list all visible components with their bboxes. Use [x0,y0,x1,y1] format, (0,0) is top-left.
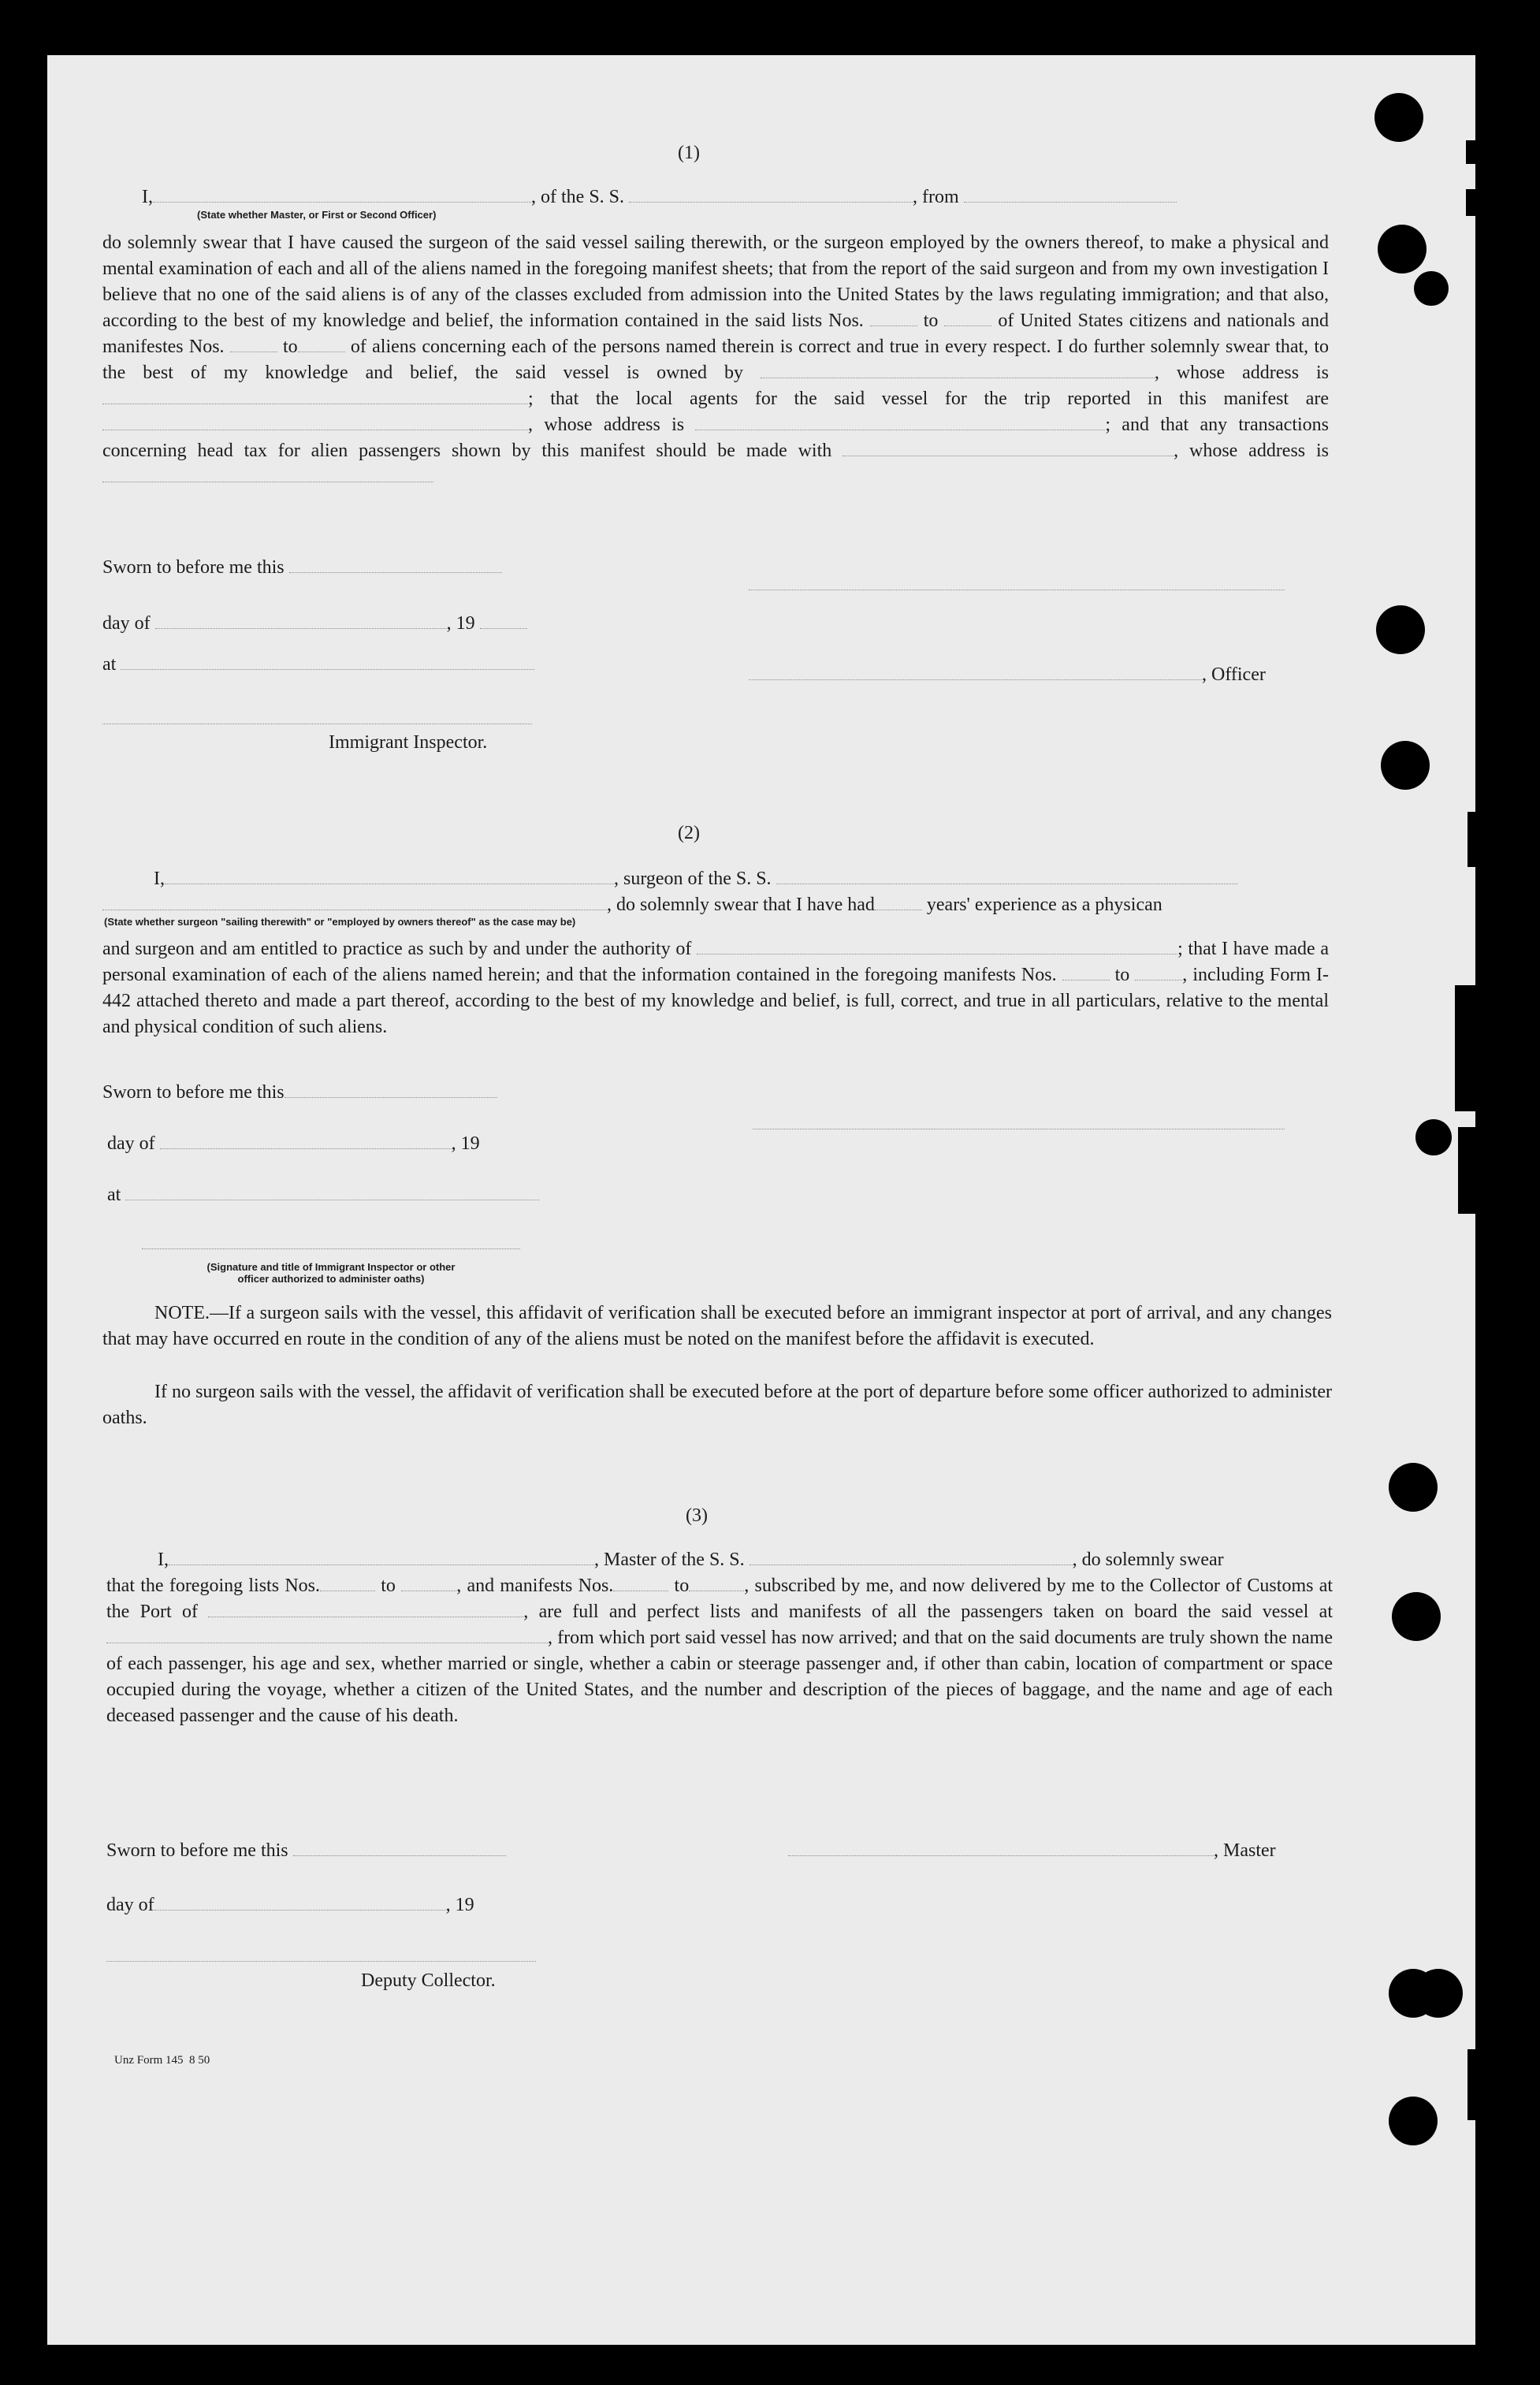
section-2-second-line [102,892,1162,918]
manifests-to-blank[interactable] [298,334,345,352]
punch-hole [1376,605,1425,654]
i-label: I, [158,1550,169,1570]
year-label: , 19 [451,1133,480,1154]
from-label: , from [913,187,959,207]
punch-hole [1389,1463,1438,1512]
whose-address-label-3: , whose address is [1174,441,1330,461]
punch-hole [1415,1119,1452,1155]
owner-blank[interactable] [761,360,1155,378]
officer-caption: (State whether Master, or First or Second Officer) [197,209,437,221]
sworn-line-2 [102,1080,497,1106]
day-of-line-3 [106,1892,474,1918]
years-label: years' experience as a physican [926,895,1162,915]
agents-blank[interactable] [102,412,528,430]
collector-label: Deputy Collector. [361,1970,496,1991]
master-of-label: , Master of the S. S. [594,1550,745,1570]
full-lists-text: , are full and perfect lists and manifests of all the passengers [523,1602,1043,1622]
edge-tear [1455,985,1477,1111]
sworn-date-blank[interactable] [293,1838,506,1856]
to-label-2: to [283,337,298,357]
at-blank[interactable] [125,1182,539,1200]
day-of-label: day of [106,1895,154,1915]
section-1-number: (1) [678,143,700,163]
day-of-blank[interactable] [154,1892,446,1911]
sworn-label: Sworn to before me this [106,1840,288,1861]
punch-hole [1414,1969,1463,2018]
surgeon-status-blank[interactable] [102,892,607,910]
officer-signature-blank[interactable] [749,662,1202,680]
do-swear-label: , do solemnly swear [1072,1550,1224,1570]
surgeon-vessel-blank[interactable] [776,866,1237,884]
to-label: to [923,311,939,331]
sworn-line-3 [106,1838,506,1864]
from-port-blank[interactable] [964,184,1177,203]
lists-from-blank[interactable] [870,308,917,326]
signature-caption-1: (Signature and title of Immigrant Inspector or other [206,1261,456,1273]
sworn-date-blank[interactable] [289,555,502,573]
citizens-text: of United States citizens and nationals and manifestes Nos. [102,311,1330,357]
officer-name-blank[interactable] [153,184,531,203]
sworn-line-1 [102,555,502,581]
section-3-number: (3) [686,1505,708,1526]
at-label: at [107,1185,121,1205]
form-label: Unz Form 145 [114,2054,184,2067]
manifests-text: , and manifests Nos. [456,1576,614,1596]
local-agents-text: ; that the local agents for the said vessel for the trip reported in this manifest are [528,389,1329,409]
year-label: , 19 [445,1895,474,1915]
master-line [788,1838,1276,1864]
surgeon-caption: (State whether surgeon "sailing therewith" or "employed by owners thereof" as the case may be) [104,916,576,928]
surgeon-name-blank[interactable] [165,866,614,884]
authority-blank[interactable] [697,936,1177,954]
manifests-to-blank[interactable] [1135,962,1182,980]
lists-to-blank[interactable] [401,1573,456,1591]
punch-hole [1374,93,1423,142]
manifests-to-blank[interactable] [689,1573,744,1591]
section-3-oath-text [106,1573,1333,1729]
collector-text: Collector of Customs at the Port of [106,1576,1334,1622]
at-line-2 [107,1182,539,1208]
head-tax-party-blank[interactable] [843,438,1174,456]
collector-signature-line[interactable] [106,1961,536,1962]
embarkation-port-blank[interactable] [106,1625,548,1643]
lists-to-blank[interactable] [944,308,991,326]
day-of-label: day of [107,1133,155,1154]
i-label: I, [142,187,153,207]
manifests-from-blank[interactable] [613,1573,668,1591]
signature-caption-2: officer authorized to administer oaths) [237,1273,425,1285]
whose-address-label: , whose address is [1154,363,1330,383]
owner-address-blank[interactable] [102,386,528,404]
at-label: at [102,654,117,675]
form-code: 8 50 [189,2054,210,2067]
inspector-signature-line-2[interactable] [142,1248,520,1249]
year-label: , 19 [446,613,475,634]
edge-tear [1466,189,1477,216]
i-label: I, [154,869,165,889]
edge-tear [1467,812,1477,867]
to-label-2: to [674,1576,690,1596]
day-of-blank[interactable] [160,1131,452,1149]
lists-from-blank[interactable] [320,1573,375,1591]
edge-tear [1467,2049,1477,2120]
at-line-1 [102,652,534,678]
oath-text: do solemnly swear that I have caused the surgeon of the said vessel sailing therewith, or the surgeon employed by the owners thereof, to make a physical and mental examination of each and all of the aliens named in the foregoing manifest sheets; that from the report of the said surgeon and from my own investigation I believe that no one of the said aliens is of any of the classes excluded from admission into the United States by the laws regulating immigration; and that also, according to the best of my knowledge and belief, the information contained in the said lists Nos. [102,233,1329,331]
form-number [114,2052,210,2068]
punch-hole [1389,2097,1438,2145]
section-1-oath-text [102,230,1329,490]
sworn-label: Sworn to before me this [102,557,285,578]
vessel-name-blank[interactable] [629,184,913,203]
day-of-line-1 [102,611,527,637]
of-ss-label: , of the S. S. [531,187,625,207]
owner-text: of aliens concerning each of the persons named therein is correct and true in every respect. I do further solemnly swear that, to the best of my knowledge and belief, the said vessel is owned by [102,337,1330,383]
edge-tear [1458,1127,1477,1214]
inspector-label: Immigrant Inspector. [329,732,488,753]
condition-text: , including Form I-442 attached thereto and made a part thereof, according to the best of my knowledge and belief, is full, correct, and true in all particulars, relative to the mental and physical condition of such aliens. [102,965,1329,1037]
note-paragraph-1: NOTE.—If a surgeon sails with the vessel, this affidavit of verification shall be executed before an immigrant inspector at port of arrival, and any changes that may have occurred en route in the condition of any of the aliens must be noted on the manifest before the affidavit is executed. [102,1303,1332,1349]
sworn-label: Sworn to before me this [102,1082,285,1103]
section-3-first-line [158,1547,1224,1573]
examination-text: that I have made a personal examination of each of the aliens named herein; and that the information contained in the foregoing manifests Nos. [102,939,1329,985]
master-vessel-blank[interactable] [750,1547,1073,1565]
taken-on-board-text: taken on board the said vessel at [1053,1602,1334,1622]
whose-address-label-2: , whose address is [528,415,685,435]
head-tax-address-blank[interactable] [102,464,433,482]
sworn-date-blank[interactable] [285,1080,497,1098]
to-label: to [381,1576,396,1596]
year-blank[interactable] [480,611,527,629]
document-page [47,55,1475,2345]
punch-hole [1381,741,1430,790]
section-2-oath-text: and surgeon and am entitled to practice as such by and under the authority of ; that I have made a personal examination of each of the aliens named herein; and that the information contained in the foregoing manifests Nos. to , including Form I-442 attached thereto and made a part thereof, according to the best of my knowledge and belief, is full, correct, and true in all particulars, relative to the mental and physical condition of such aliens. [102,936,1329,1040]
punch-hole [1414,271,1449,306]
day-of-label: day of [102,613,151,634]
lists-text: that the foregoing lists Nos. [106,1576,320,1596]
master-label: , Master [1214,1840,1276,1861]
port-blank[interactable] [208,1599,523,1617]
at-blank[interactable] [121,652,534,670]
manifests-from-blank[interactable] [1062,962,1110,980]
arrived-text: , from which port said vessel has now arrived; and that on the said documents are truly shown the name of each passenger, his age and sex, whether married or single, whether a cabin or steerage passenger and, if other than cabin, location of compartment or space occupied during the voyage, whether a citizen of the United States, and the number and description of the pieces of baggage, and the name and age of each deceased passenger and the cause of his death. [106,1628,1333,1726]
master-name-blank[interactable] [169,1547,594,1565]
delivered-text: , subscribed by me, and now delivered by me to the [744,1576,1144,1596]
day-of-blank[interactable] [155,611,447,629]
do-swear-label: , do solemnly swear that I have had [607,895,875,915]
agents-address-blank[interactable] [695,412,1105,430]
punch-hole [1378,225,1427,273]
punch-hole [1392,1592,1441,1641]
edge-tear [1466,140,1477,164]
officer-label: , Officer [1202,664,1266,685]
section-2-number: (2) [678,823,700,843]
day-of-line-2 [107,1131,480,1157]
note-paragraph-2: If no surgeon sails with the vessel, the affidavit of verification shall be executed before at the port of departure before some officer authorized to administer oaths. [102,1382,1332,1428]
section-1-first-line [142,184,1177,210]
to-label: to [1114,965,1130,985]
officer-line [749,662,1266,688]
manifests-from-blank[interactable] [230,334,277,352]
authority-text: and surgeon and am entitled to practice as such by and under the authority of [102,939,692,959]
head-tax-text: ; and that any transactions concerning head tax for alien passengers shown by this manifest should be made with [102,415,1329,461]
master-signature-blank[interactable] [788,1838,1214,1856]
years-blank[interactable] [875,892,922,910]
section-2-first-line [154,866,1237,892]
surgeon-of-label: , surgeon of the S. S. [614,869,772,889]
